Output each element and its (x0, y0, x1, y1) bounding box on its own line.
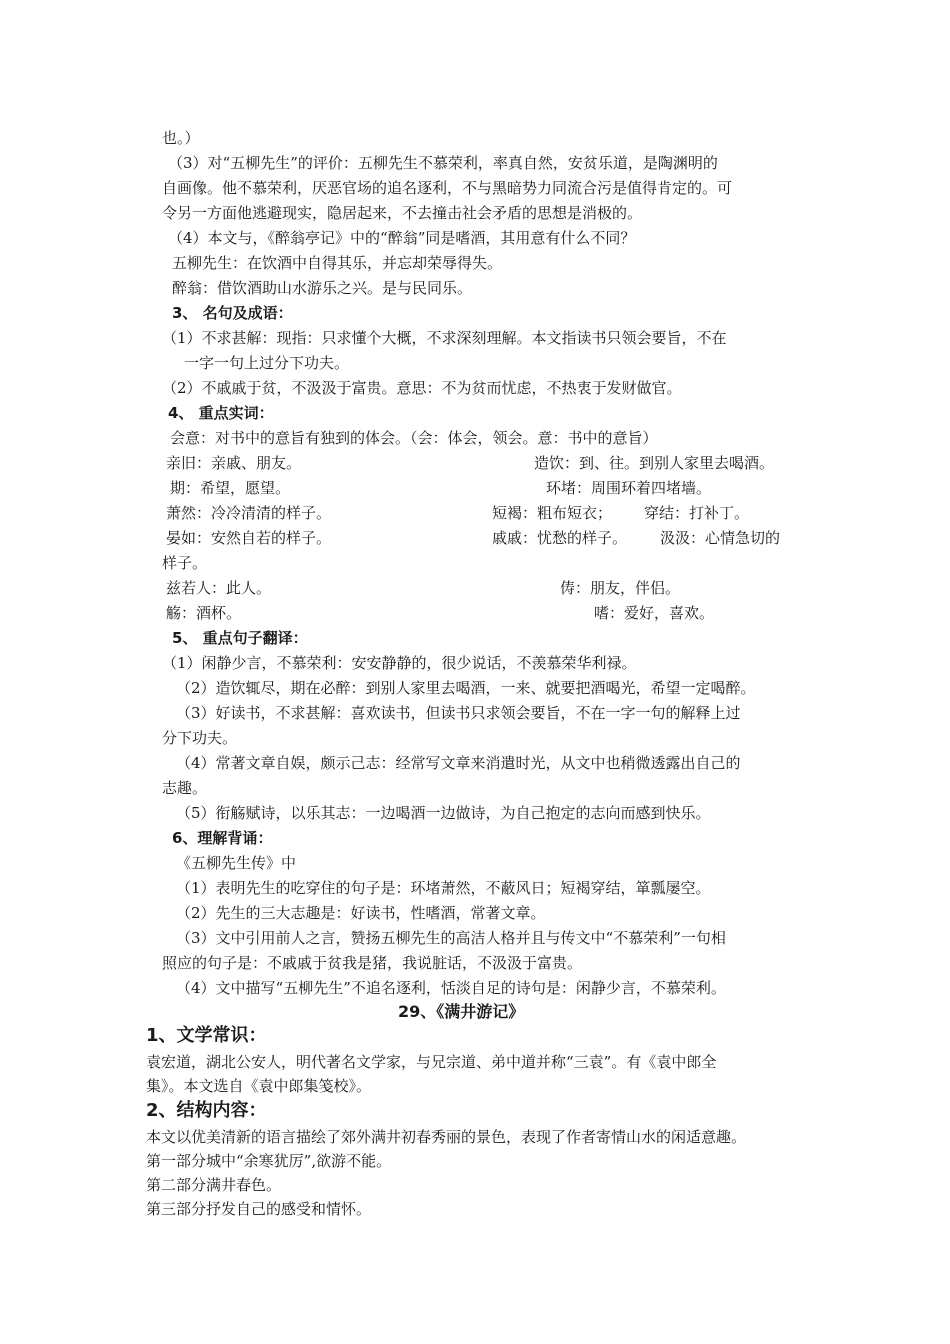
text-line: （4）文中描写“五柳先生”不追名逐利，恬淡自足的诗句是：闲静少言，不慕荣利。 (176, 979, 726, 997)
section-heading: 1、文学常识： (146, 1025, 267, 1046)
section-heading: 5、 重点句子翻译： (172, 629, 308, 647)
text-line: （3）文中引用前人之言，赞扬五柳先生的高洁人格并且与传文中“不慕荣利”一句相 (176, 929, 726, 947)
word-entry: 晏如：安然自若的样子。 (166, 529, 332, 547)
text-line: 样子。 (162, 554, 208, 572)
text-line: 分下功夫。 (162, 729, 238, 747)
text-line: （1）不求甚解：现指：只求懂个大概，不求深刻理解。本文指读书只领会要旨，不在 (162, 329, 727, 347)
text-line: （3）好读书，不求甚解：喜欢读书，但读书只求领会要旨，不在一字一句的解释上过 (176, 704, 741, 722)
text-line: 一字一句上过分下功夫。 (184, 354, 350, 372)
text-line: （4）常著文章自娱，颇示己志：经常写文章来消遣时光，从文中也稍微透露出自己的 (176, 754, 741, 772)
text-line: 集》。本文选自《袁中郎集笺校》。 (146, 1077, 372, 1095)
text-line: 五柳先生：在饮酒中自得其乐，并忘却荣辱得失。 (172, 254, 503, 272)
word-entry: 造饮：到、往。到别人家里去喝酒。 (534, 454, 775, 472)
text-line: 自画像。他不慕荣利，厌恶官场的追名逐利，不与黑暗势力同流合污是值得肯定的。可 (162, 179, 733, 197)
text-line: （3）对“五柳先生”的评价：五柳先生不慕荣利，率真自然，安贫乐道，是陶渊明的 (168, 154, 718, 172)
text-line: 第三部分抒发自己的感受和情怀。 (146, 1200, 372, 1218)
text-line: 第二部分满井春色。 (146, 1176, 282, 1194)
word-entry: 穿结：打补丁。 (644, 504, 750, 522)
section-heading: 3、 名句及成语： (172, 304, 293, 322)
text-line: 志趣。 (162, 779, 208, 797)
text-line: （2）不戚戚于贫，不汲汲于富贵。意思：不为贫而忧虑，不热衷于发财做官。 (162, 379, 682, 397)
word-entry: 俦：朋友，伴侣。 (560, 579, 681, 597)
text-line: 第一部分城中“余寒犹厉”,欲游不能。 (146, 1152, 392, 1170)
text-line: 醉翁：借饮酒助山水游乐之兴。是与民同乐。 (172, 279, 473, 297)
word-entry: 亲旧：亲戚、朋友。 (166, 454, 302, 472)
word-entry: 环堵：周围环着四堵墙。 (546, 479, 712, 497)
text-line: （5）衔觞赋诗，以乐其志：一边喝酒一边做诗，为自己抱定的志向而感到快乐。 (176, 804, 711, 822)
text-line: 本文以优美清新的语言描绘了郊外满井初春秀丽的景色，表现了作者寄情山水的闲适意趣。 (146, 1128, 747, 1146)
text-line: （1）表明先生的吃穿住的句子是：环堵萧然，不蔽风日；短褐穿结，箪瓢屡空。 (176, 879, 711, 897)
word-entry: 萧然：冷冷清清的样子。 (166, 504, 332, 522)
word-entry: 会意：对书中的意旨有独到的体会。（会：体会，领会。意：书中的意旨） (170, 429, 658, 447)
text-line: （4）本文与，《醉翁亭记》中的“醉翁”同是嗜酒，其用意有什么不同？ (168, 229, 636, 247)
text-line: 照应的句子是：不戚戚于贫我是猪，我说脏话，不汲汲于富贵。 (162, 954, 583, 972)
word-entry: 短褐：粗布短衣； (492, 504, 613, 522)
text-line: （1）闲静少言，不慕荣利：安安静静的，很少说话，不羡慕荣华利禄。 (162, 654, 637, 672)
word-entry: 兹若人：此人。 (166, 579, 272, 597)
text-line: （2）先生的三大志趣是：好读书，性嗜酒，常著文章。 (176, 904, 546, 922)
word-entry: 觞：酒杯。 (166, 604, 242, 622)
word-entry: 嗜：爱好，喜欢。 (594, 604, 715, 622)
section-heading: 2、结构内容： (146, 1100, 267, 1121)
text-line: 袁宏道，湖北公安人，明代著名文学家，与兄宗道、弟中道并称“三袁”。有《袁中郎全 (146, 1053, 717, 1071)
text-line: 《五柳先生传》中 (176, 854, 297, 872)
text-line: （2）造饮辄尽，期在必醉：到别人家里去喝酒，一来、就要把酒喝光，希望一定喝醉。 (176, 679, 756, 697)
word-entry: 期：希望，愿望。 (170, 479, 291, 497)
text-line: 也。） (162, 129, 200, 147)
section-heading: 4、 重点实词： (168, 404, 274, 422)
text-line: 令另一方面他逃避现实，隐居起来，不去撞击社会矛盾的思想是消极的。 (162, 204, 643, 222)
word-entry: 汲汲：心情急切的 (660, 529, 781, 547)
chapter-title: 29、《满井游记》 (398, 1002, 525, 1021)
section-heading: 6、理解背诵： (172, 829, 273, 847)
word-entry: 戚戚：忧愁的样子。 (492, 529, 628, 547)
